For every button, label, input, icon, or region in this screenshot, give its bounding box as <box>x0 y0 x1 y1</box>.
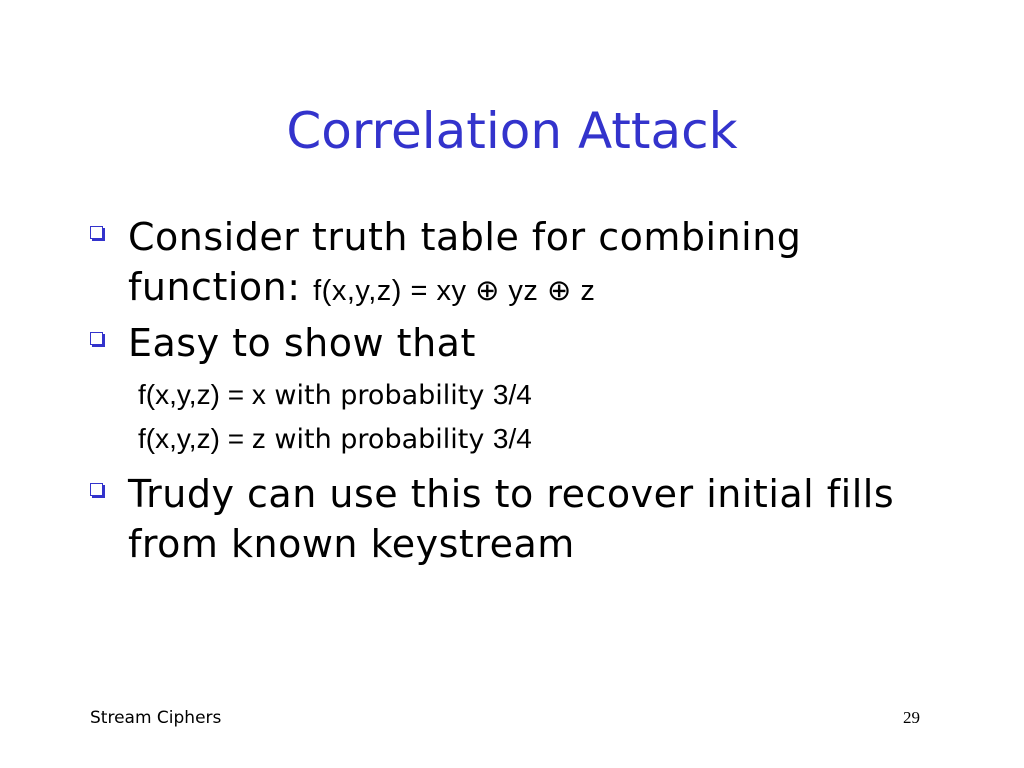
hollow-square-bullet-icon <box>90 483 103 496</box>
sub-formula: f(x,y,z) = z <box>138 423 266 454</box>
slide-number: 29 <box>903 708 920 727</box>
hollow-square-bullet-icon <box>90 332 103 345</box>
bullet-item-3 <box>90 469 950 569</box>
hollow-square-bullet-icon <box>90 226 103 239</box>
bullet-item-1 <box>90 212 950 316</box>
sub-text: with probability <box>265 380 493 411</box>
bullet-text-2: Easy to show that <box>128 321 476 365</box>
slide-title: Correlation Attack <box>286 102 738 160</box>
footer-section-title: Stream Ciphers <box>90 708 222 728</box>
sub-formula: f(x,y,z) = x <box>138 379 266 410</box>
sub-item-2 <box>138 419 958 460</box>
bullet-text-1 <box>128 212 950 316</box>
sub-item-1 <box>138 375 958 416</box>
probability-value: 3/4 <box>492 379 532 410</box>
bullet-text-3: Trudy can use this to recover initial fills from known keystream <box>128 472 895 566</box>
bullet-item-2 <box>90 318 950 368</box>
sub-text: with probability <box>265 424 493 455</box>
function-formula: f(x,y,z) = xy ⊕ yz ⊕ z <box>313 275 596 307</box>
bullet-text-lead: Consider truth table for combining function: <box>128 215 802 309</box>
probability-value: 3/4 <box>492 423 532 454</box>
